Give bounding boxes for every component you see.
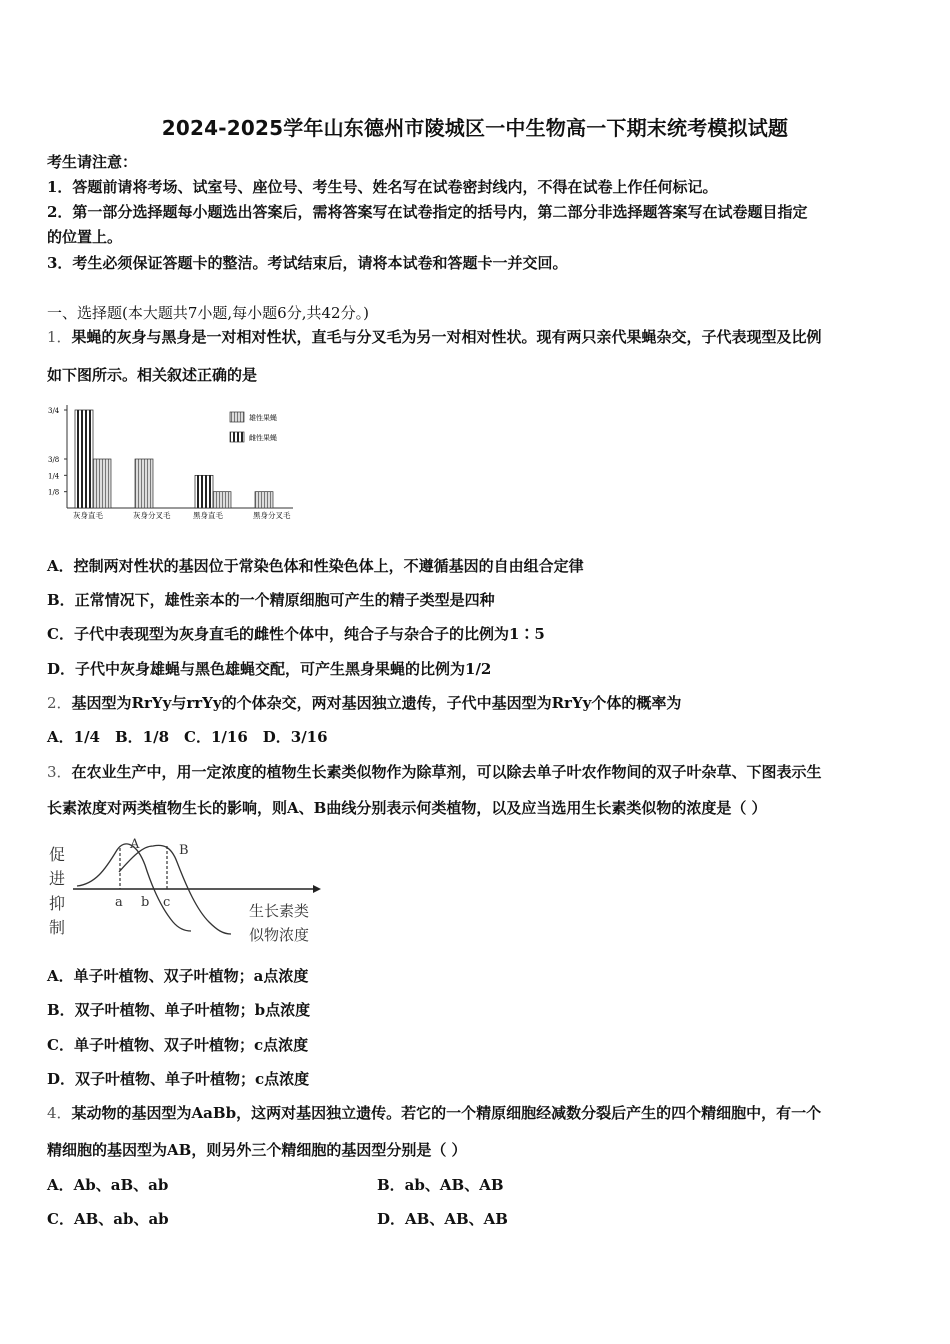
q4-option-c: C．AB、ab、ab — [47, 1210, 169, 1228]
q3-stem-line2: 长素浓度对两类植物生长的影响，则A、B曲线分别表示何类植物，以及应当选用生长素类似物的浓度是（ ） — [47, 799, 767, 817]
point-a-label: a — [115, 895, 123, 910]
q4-number: 4． — [47, 1104, 72, 1122]
q1-option-a: A．控制两对性状的基因位于常染色体和性染色体上，不遵循基因的自由组合定律 — [47, 557, 584, 575]
q1-option-c: C．子代中表现型为灰身直毛的雌性个体中，纯合子与杂合子的比例为1∶5 — [47, 625, 545, 643]
x-category-label: 黑身直毛 — [193, 511, 223, 520]
q3-curve-figure — [45, 830, 330, 950]
bar-male — [255, 492, 273, 508]
notice-item-2-cont: 的位置上。 — [47, 228, 123, 246]
q1-bar-chart — [45, 400, 305, 525]
y-tick-label: 1/4 — [48, 472, 60, 481]
q1-stem-line1: 1．果蝇的灰身与黑身是一对相对性状，直毛与分叉毛为另一对相对性状。现有两只亲代果蝇杂交，子代表现型及比例 — [47, 328, 822, 346]
notice-item-2: 2．第一部分选择题每小题选出答案后，需将答案写在试卷指定的括号内，第二部分非选择题答案写在试卷题目指定 — [47, 203, 808, 221]
bar-male — [93, 459, 111, 508]
q4-option-b: B．ab、AB、AB — [377, 1176, 504, 1194]
notice-heading: 考生请注意： — [47, 153, 138, 171]
notice-item-1: 1．答题前请将考场、试室号、座位号、考生号、姓名写在试卷密封线内，不得在试卷上作任何标记。 — [47, 178, 718, 196]
legend-label-female: 雌性果蝇 — [249, 434, 277, 442]
y-tick-label: 3/4 — [48, 407, 60, 415]
q1-stem-line2: 如下图所示。相关叙述正确的是 — [47, 366, 258, 384]
q1-number: 1． — [47, 328, 72, 346]
curve-a-label: A — [130, 837, 140, 852]
q3-option-c: C．单子叶植物、双子叶植物；c点浓度 — [47, 1036, 309, 1054]
q2-number: 2． — [47, 694, 72, 712]
q4-option-a: A．Ab、aB、ab — [47, 1176, 169, 1194]
point-b-label: b — [141, 895, 150, 910]
y-tick-label: 1/8 — [48, 488, 60, 497]
point-c-label: c — [163, 895, 171, 910]
xlabel-line2: 似物浓度 — [249, 926, 310, 944]
x-axis-arrow — [313, 885, 321, 893]
q3-number: 3． — [47, 763, 72, 781]
q3-option-a: A．单子叶植物、双子叶植物；a点浓度 — [47, 967, 309, 985]
x-category-label: 黑身分叉毛 — [253, 511, 291, 520]
ylabel-promote-2: 进 — [49, 869, 66, 888]
x-category-label: 灰身直毛 — [73, 511, 103, 520]
q3-option-d: D．双子叶植物、单子叶植物；c点浓度 — [47, 1070, 310, 1088]
q3-stem-line1: 3．在农业生产中，用一定浓度的植物生长素类似物作为除草剂，可以除去单子叶农作物间的双子叶杂草、下图表示生 — [47, 763, 822, 781]
curve-b-label: B — [179, 843, 189, 858]
y-tick-label: 3/8 — [48, 456, 60, 464]
bar-female — [75, 410, 93, 508]
page-title: 2024-2025学年山东德州市陵城区一中生物高一下期末统考模拟试题 — [161, 116, 789, 140]
bar-male — [213, 492, 231, 508]
q2-stem: 2．基因型为RrYy与rrYy的个体杂交，两对基因独立遗传，子代中基因型为RrYy个体的概率为 — [47, 694, 682, 712]
q2-options: A．1/4 B．1/8 C．1/16 D．3/16 — [47, 728, 328, 746]
bar-male — [135, 459, 153, 508]
notice-item-3: 3．考生必须保证答题卡的整洁。考试结束后，请将本试卷和答题卡一并交回。 — [47, 254, 568, 272]
section-heading: 一、选择题(本大题共7小题,每小题6分,共42分。) — [47, 304, 369, 322]
ylabel-inhibit-1: 抑 — [49, 894, 66, 913]
legend-swatch-female — [230, 432, 244, 442]
q3-option-b: B．双子叶植物、单子叶植物；b点浓度 — [47, 1001, 311, 1019]
q1-option-d: D．子代中灰身雄蝇与黑色雄蝇交配，可产生黑身果蝇的比例为1/2 — [47, 660, 492, 678]
ylabel-inhibit-2: 制 — [49, 918, 66, 937]
q4-stem-line2: 精细胞的基因型为AB，则另外三个精细胞的基因型分别是（ ） — [47, 1141, 467, 1159]
q1-option-b: B．正常情况下，雄性亲本的一个精原细胞可产生的精子类型是四种 — [47, 591, 495, 609]
legend-label-male: 雄性果蝇 — [249, 414, 277, 422]
ylabel-promote-1: 促 — [49, 845, 66, 864]
q4-option-d: D．AB、AB、AB — [377, 1210, 508, 1228]
bar-female — [195, 475, 213, 508]
xlabel-line1: 生长素类 — [249, 902, 310, 920]
q4-stem-line1: 4．某动物的基因型为AaBb，这两对基因独立遗传。若它的一个精原细胞经减数分裂后产生的四个精细胞中，有一个 — [47, 1104, 822, 1122]
x-category-label: 灰身分叉毛 — [133, 511, 171, 520]
legend-swatch-male — [230, 412, 244, 422]
